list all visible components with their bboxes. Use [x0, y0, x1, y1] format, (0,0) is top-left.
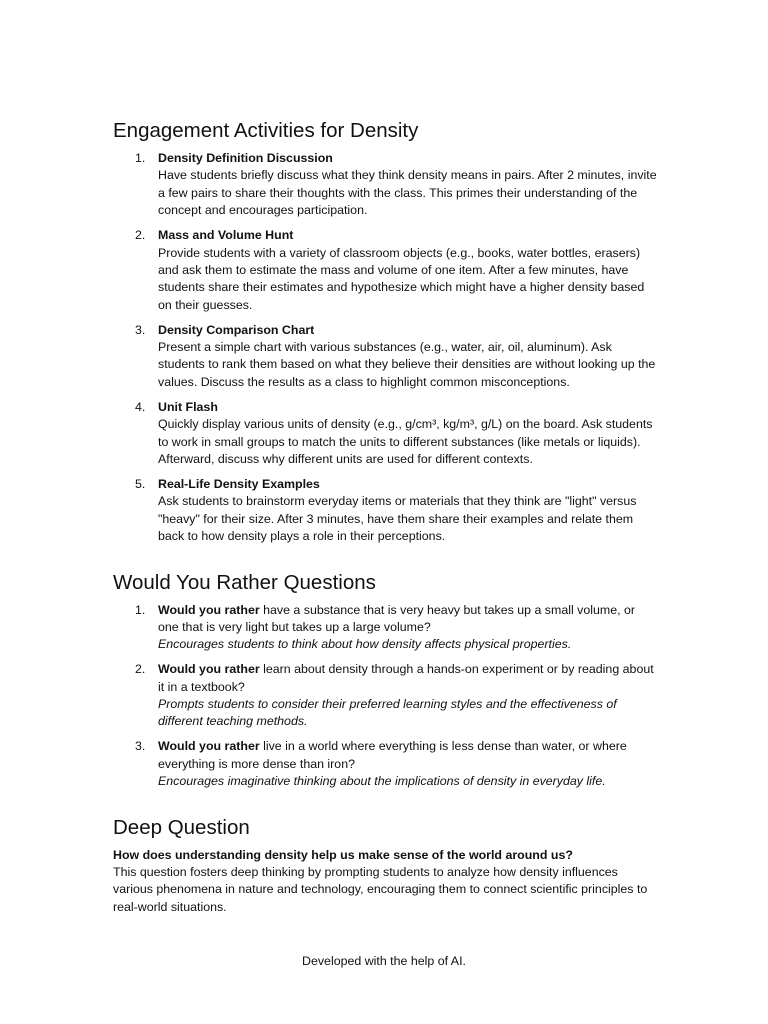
activity-description: Provide students with a variety of classroom objects (e.g., books, water bottles, erasers) and ask them to estimate the mass and volume of one item. After a few minutes, have students share their estimates and hypothesize which might have a higher density based on their guesses.: [158, 245, 645, 312]
list-number: 2.: [135, 228, 146, 243]
wyr-question: [158, 602, 658, 637]
engagement-heading: Engagement Activities for Density: [113, 119, 419, 142]
list-number: 1.: [135, 602, 146, 617]
document-page: [113, 118, 658, 916]
footer-note: Developed with the help of AI.: [302, 954, 466, 968]
wyr-question-text: live in a world where everything is less dense than water, or where everything is more dense than iron?: [158, 739, 627, 771]
activity-description: Quickly display various units of density (e.g., g/cm³, kg/m³, g/L) on the board. Ask students to work in small groups to match the units to different substances (like metals or liquids). Afterward, discuss why different units are used for different contexts.: [158, 417, 653, 466]
engagement-item-1: [113, 150, 658, 220]
deep-question-heading: Deep Question: [113, 815, 250, 839]
activity-title: Real-Life Density Examples: [158, 476, 320, 491]
wyr-item-1: [113, 602, 658, 654]
list-number: 3.: [135, 739, 146, 754]
engagement-section: [113, 118, 658, 546]
engagement-item-4: [113, 399, 658, 469]
wyr-question: [158, 661, 658, 696]
list-number: 1.: [135, 151, 146, 165]
wyr-question-text: have a substance that is very heavy but takes up a small volume, or one that is very light but takes up a large volume?: [158, 602, 636, 634]
would-you-rather-list: [113, 602, 658, 791]
engagement-item-2: [113, 227, 658, 314]
engagement-item-5: [113, 476, 658, 546]
wyr-question: [158, 738, 658, 773]
would-you-rather-section: [113, 570, 658, 791]
wyr-lead: Would you rather: [158, 602, 260, 617]
engagement-item-3: [113, 322, 658, 392]
activity-description: Have students briefly discuss what they think density means in pairs. After 2 minutes, invite a few pairs to share their thoughts with the class. This primes their understanding of the concept and encourages participation.: [158, 168, 657, 218]
list-number: 2.: [135, 662, 146, 677]
activity-title: Mass and Volume Hunt: [158, 228, 294, 243]
wyr-item-2: [113, 661, 658, 731]
list-number: 4.: [135, 399, 146, 414]
deep-question-section: [113, 815, 658, 917]
would-you-rather-heading: Would You Rather Questions: [113, 570, 376, 594]
deep-question-text: How does understanding density help us make sense of the world around us?: [113, 847, 573, 862]
wyr-question-text: learn about density through a hands-on experiment or by reading about it in a textbook?: [158, 662, 654, 694]
activity-title: Unit Flash: [158, 399, 218, 414]
activity-description: Present a simple chart with various substances (e.g., water, air, oil, aluminum). Ask students to rank them based on what they believe their densities are without looking up the values. Discuss the results as a class to highlight common misconceptions.: [158, 340, 656, 389]
list-number: 5.: [135, 476, 146, 491]
activity-title: Density Comparison Chart: [158, 322, 315, 337]
engagement-list: [113, 150, 658, 546]
deep-question-explanation: This question fosters deep thinking by prompting students to analyze how density influences various phenomena in nature and technology, encouraging them to connect scientific principles to real-world situations.: [113, 865, 648, 914]
list-number: 3.: [135, 322, 146, 337]
wyr-lead: Would you rather: [158, 662, 260, 677]
wyr-note: Encourages students to think about how density affects physical properties.: [158, 637, 572, 652]
activity-title: Density Definition Discussion: [158, 151, 333, 165]
wyr-note: Encourages imaginative thinking about the implications of density in everyday life.: [158, 774, 606, 789]
wyr-lead: Would you rather: [158, 739, 260, 754]
wyr-item-3: [113, 738, 658, 790]
activity-description: Ask students to brainstorm everyday items or materials that they think are "light" versus "heavy" for their size. After 3 minutes, have them share their examples and relate them back to how density plays a role in their perceptions.: [158, 494, 637, 544]
wyr-note: Prompts students to consider their preferred learning styles and the effectiveness of different teaching methods.: [158, 697, 617, 729]
